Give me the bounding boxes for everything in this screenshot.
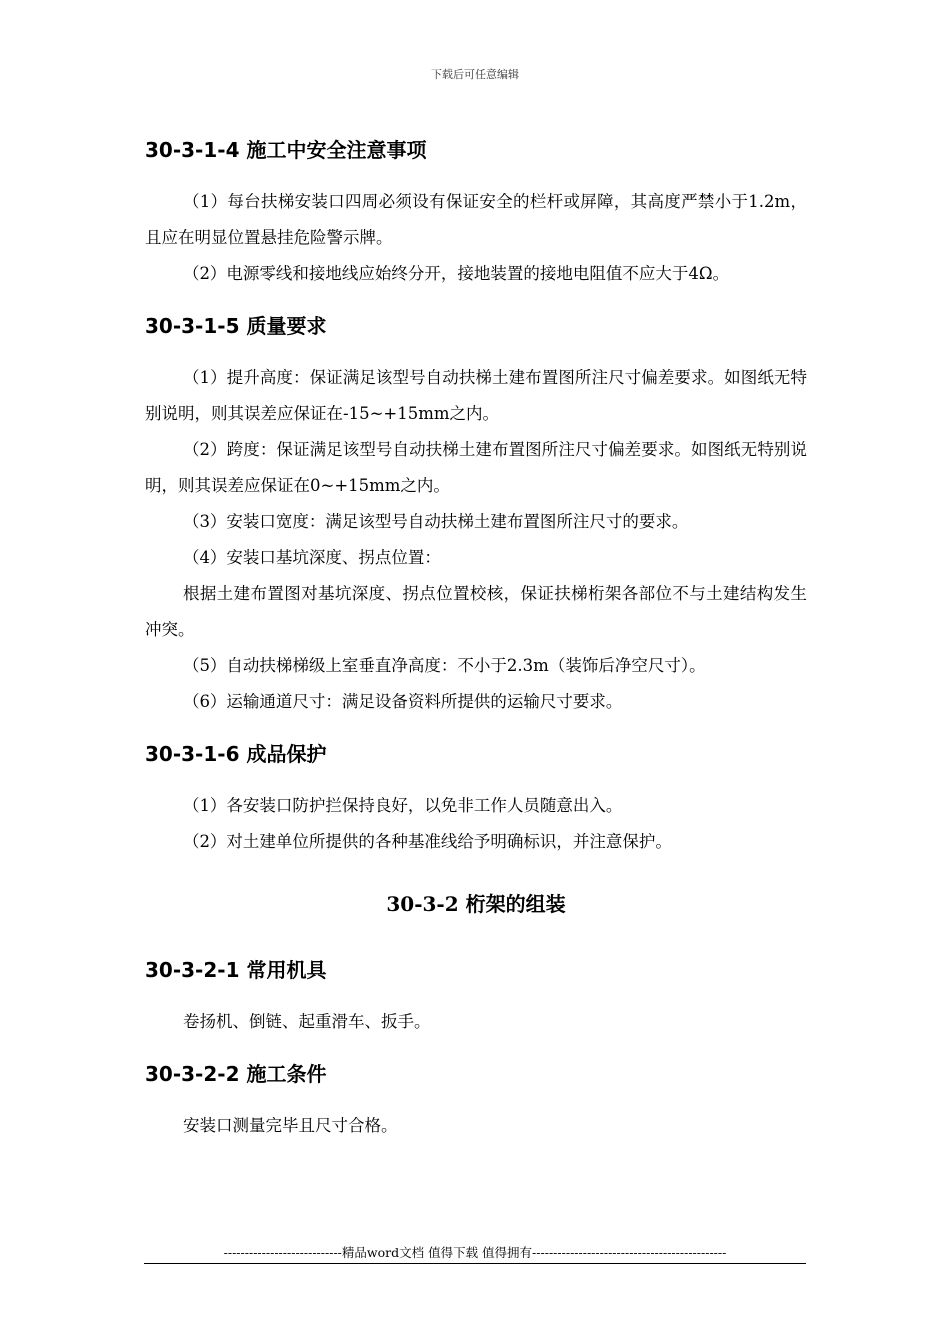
page-header: 下载后可任意编辑 bbox=[431, 68, 519, 81]
paragraph: （1）提升高度：保证满足该型号自动扶梯土建布置图所注尺寸偏差要求。如图纸无特别说明，则其误差应保证在-15~+15mm之内。 bbox=[145, 368, 807, 423]
page-footer: ----------------------------精品word文档 值得下载 值得拥有---------------------------------------------- bbox=[223, 1245, 727, 1260]
section-heading-safety: 30-3-1-4 施工中安全注意事项 bbox=[145, 138, 427, 162]
paragraph: （3）安装口宽度：满足该型号自动扶梯土建布置图所注尺寸的要求。 bbox=[182, 512, 689, 531]
paragraph: 卷扬机、倒链、起重滑车、扳手。 bbox=[182, 1012, 431, 1031]
paragraph: （2）对土建单位所提供的各种基准线给予明确标识，并注意保护。 bbox=[182, 832, 672, 851]
paragraph: （2）电源零线和接地线应始终分开，接地装置的接地电阻值不应大于4Ω。 bbox=[182, 264, 730, 283]
section-heading-quality: 30-3-1-5 质量要求 bbox=[145, 314, 327, 338]
paragraph: 根据土建布置图对基坑深度、拐点位置校核，保证扶梯桁架各部位不与土建结构发生冲突。 bbox=[145, 584, 807, 639]
paragraph: （1）每台扶梯安装口四周必须设有保证安全的栏杆或屏障，其高度严禁小于1.2m，且应在明显位置悬挂危险警示牌。 bbox=[145, 192, 807, 247]
footer-rule bbox=[144, 1263, 806, 1264]
paragraph: （1）各安装口防护拦保持良好，以免非工作人员随意出入。 bbox=[182, 796, 623, 815]
paragraph: （4）安装口基坑深度、拐点位置： bbox=[182, 548, 441, 567]
section-heading-conditions: 30-3-2-2 施工条件 bbox=[145, 1062, 327, 1086]
paragraph: （6）运输通道尺寸：满足设备资料所提供的运输尺寸要求。 bbox=[182, 692, 623, 711]
paragraph: 安装口测量完毕且尺寸合格。 bbox=[182, 1116, 398, 1135]
section-heading-protection: 30-3-1-6 成品保护 bbox=[145, 742, 327, 766]
chapter-heading: 30-3-2 桁架的组装 bbox=[386, 892, 566, 916]
paragraph: （5）自动扶梯梯级上室垂直净高度：不小于2.3m（装饰后净空尺寸）。 bbox=[182, 656, 706, 675]
paragraph: （2）跨度：保证满足该型号自动扶梯土建布置图所注尺寸偏差要求。如图纸无特别说明，则其误差应保证在0~+15mm之内。 bbox=[145, 440, 807, 495]
section-heading-tools: 30-3-2-1 常用机具 bbox=[145, 958, 327, 982]
document-body bbox=[145, 128, 807, 1144]
